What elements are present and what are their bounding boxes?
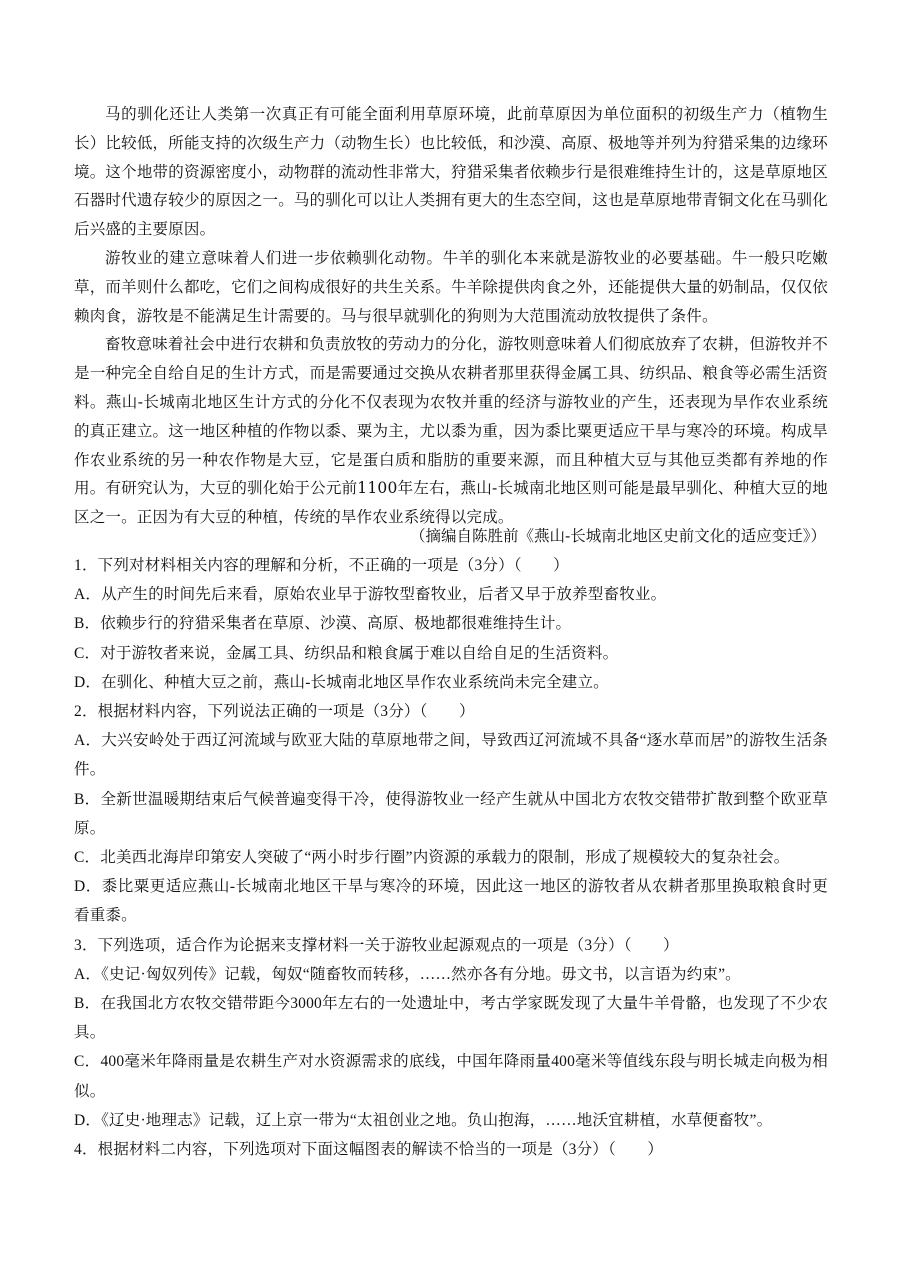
option-a: A．《史记·匈奴列传》记载，匈奴“随畜牧而转移，……然亦各有分地。毋文书，以言语为约束”。 [74, 965, 741, 983]
option-d: D．黍比粟更适应燕山-长城南北地区干旱与寒冷的环境，因此这一地区的游牧者从农耕者那里换取粮食时更看重黍。 [74, 878, 828, 925]
option-a: A．大兴安岭处于西辽河流域与欧亚大陆的草原地带之间，导致西辽河流域不具备“逐水草而居”的游牧生活条件。 [74, 732, 828, 779]
option-b: B．全新世温暖期结束后气候普遍变得干冷，使得游牧业一经产生就从中国北方农牧交错带扩散到整个欧亚草原。 [74, 790, 828, 837]
option-b: B．依赖步行的狩猎采集者在草原、沙漠、高原、极地都很难维持生计。 [74, 615, 572, 633]
option-c: C．对于游牧者来说，金属工具、纺织品和粮食属于难以自给自足的生活资料。 [74, 644, 619, 662]
passage-paragraph: 游牧业的建立意味着人们进一步依赖驯化动物。牛羊的驯化本来就是游牧业的必要基础。牛一般只吃嫩草，而羊则什么都吃，它们之间构成很好的共生关系。牛羊除提供肉食之外，还能提供大量的奶制品，仅仅依赖肉食，游牧是不能满足生计需要的。马与很早就驯化的狗则为大范围流动放牧提供了条件。 [74, 248, 828, 325]
question-2 [74, 697, 828, 931]
option-b: B．在我国北方农牧交错带距今3000年左右的一处遗址中，考古学家既发现了大量牛羊骨骼，也发现了不少农具。 [74, 995, 828, 1042]
question-list [74, 551, 828, 1164]
option-c: C．北美西北海岸印第安人突破了“两小时步行圈”内资源的承载力的限制，形成了规模较大的复杂社会。 [74, 849, 790, 867]
question-1 [74, 551, 828, 697]
question-4 [74, 1135, 828, 1164]
option-c: C．400毫米年降雨量是农耕生产对水资源需求的底线，中国年降雨量400毫米等值线东段与明长城走向极为相似。 [74, 1053, 828, 1100]
question-stem: 4．根据材料二内容，下列选项对下面这幅图表的解读不恰当的一项是（3分）（ ） [74, 1141, 664, 1159]
passage-paragraph: 马的驯化还让人类第一次真正有可能全面利用草原环境，此前草原因为单位面积的初级生产力（植物生长）比较低，所能支持的次级生产力（动物生长）也比较低，和沙漠、高原、极地等并列为狩猎采集的边缘环境。这个地带的资源密度小，动物群的流动性非常大，狩猎采集者依赖步行是很难维持生计的，这是草原地区石器时代遗存较少的原因之一。马的驯化可以让人类拥有更大的生态空间，这也是草原地带青铜文化在马驯化后兴盛的主要原因。 [74, 105, 828, 239]
passage-source: （摘编自陈胜前《燕山-长城南北地区史前文化的适应变迁》） [410, 527, 826, 545]
question-stem: 1．下列对材料相关内容的理解和分析，不正确的一项是（3分）（ ） [74, 557, 569, 574]
question-3 [74, 931, 828, 1135]
option-d: D．在驯化、种植大豆之前，燕山-长城南北地区旱作农业系统尚未完全建立。 [74, 673, 609, 691]
question-stem: 3．下列选项，适合作为论据来支撑材料一关于游牧业起源观点的一项是（3分）（ ） [74, 936, 679, 954]
option-a: A．从产生的时间先后来看，原始农业早于游牧型畜牧业，后者又早于放养型畜牧业。 [74, 586, 667, 604]
option-d: D．《辽史·地理志》记载，辽上京一带为“太祖创业之地。负山抱海，……地沃宜耕植，水草便畜牧”。 [74, 1111, 773, 1129]
reading-passage [74, 100, 828, 532]
passage-paragraph: 畜牧意味着社会中进行农耕和负责放牧的劳动力的分化，游牧则意味着人们彻底放弃了农耕，但游牧并不是一种完全自给自足的生计方式，而是需要通过交换从农耕者那里获得金属工具、纺织品、粮食等必需生活资料。燕山-长城南北地区生计方式的分化不仅表现为农牧并重的经济与游牧业的产生，还表现为旱作农业系统的真正建立。这一地区种植的作物以黍、粟为主，尤以黍为重，因为黍比粟更适应干旱与寒冷的环境。构成旱作农业系统的另一种农作物是大豆，它是蛋白质和脂肪的重要来源，而且种植大豆与其他豆类都有养地的作用。有研究认为，大豆的驯化始于公元前1100年左右，燕山-长城南北地区则可能是最早驯化、种植大豆的地区之一。正因为有大豆的种植，传统的旱作农业系统得以完成。 [74, 335, 828, 527]
question-stem: 2．根据材料内容，下列说法正确的一项是（3分）（ ） [74, 703, 475, 721]
